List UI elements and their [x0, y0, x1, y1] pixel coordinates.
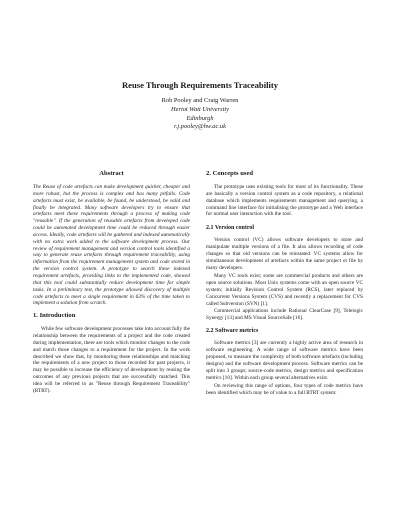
concepts-text: The prototype uses existing tools for most of its functionality. These are basically a version control system as a code repository, a relational database which implements requirements management and querying, a command line interface for initialising the prototype and a Web interface for normal user interaction with the tool. [206, 184, 363, 218]
abstract-text: The Reuse of code artefacts can make development quicker, cheaper and more robust, but the process is complex and has many pitfalls. Code artefacts must exist, be available, be found, be understood, be valid and finally be integrated. Many software developers try to ensure that artefacts meet these requirements through a process of making code "reusable". If the generation of reusable artefacts from developed code could be automated development time could be reduced through easier access. Ideally, code artefacts will be gathered and indexed automatically with no extra work added to the software development process. Our review of requirement management and version control tools identified a way to generate reuse artefacts through requirement traceability, using information from the requirement management system and code stored in the version control system. A prototype to search these indexed requirement artefacts, providing links to the implemented code, showed that this tool could substantially reduce development time for simple tasks. In a preliminary test, the prototype allowed discovery of multiple code artefacts to meet a single requirement in 63% of the time taken to implement a solution from scratch. [33, 184, 190, 307]
software-metrics-paragraph-1: Software metrics [3] are currently a highly active area of research in software engineering. A wide range of software metrics have been proposed, to measure the complexity of both software artefacts (including designs) and the software development process. Software metrics can be split into 3 groups; source-code metrics, design metrics and specification metrics [10]. Within each group several alternatives exist. [206, 340, 363, 381]
concepts-heading: 2. Concepts used [206, 170, 254, 177]
introduction-text: While few software development processes take into account fully the relationship between the requirements of a project and the code created during implementation, there are tools which monitor changes to the code and match those changes to a requirement for the project. In the work described we show that, by monitoring these relationships and matching the requirements of a new project to those recorded for past projects, it may be possible to increase the efficiency of development by reusing the outcomes of any previous projects that are successfully matched. This idea will be referred to as "Reuse through Requirement Traceability" (RTRT). [33, 326, 190, 394]
paper-title: Reuse Through Requirements Traceability [121, 80, 279, 90]
author-affiliation: Heriot Watt University [171, 105, 229, 113]
author-city: Edinburgh [186, 114, 214, 122]
software-metrics-heading: 2.2 Software metrics [206, 328, 259, 335]
author-email: r.j.pooley@hw.ac.uk [174, 123, 226, 131]
version-control-paragraph-3: Commercial applications include Rational ClearCase [9], Telelogic Synergy [13] and MS Visual SourceSafe [16]. [206, 307, 363, 321]
left-column [33, 170, 190, 395]
version-control-paragraph-2: Many VC tools exist; some are commercial products and others are open source solutions. Most Unix systems come with an open source VC system; initially Revision Control System (RCS), later replaced by Concurrent Versions System (CVS) and recently a replacement for CVS called Subversion (SVN) [1]. [206, 273, 363, 307]
author-block [0, 97, 400, 132]
software-metrics-paragraph-2: On reviewing this range of options, four types of code metrics have been identified which may be of value to a full RTRT system: [206, 383, 363, 397]
right-column [206, 170, 363, 397]
abstract-heading: Abstract [99, 170, 124, 177]
version-control-paragraph-1: Version control (VC) allows software developers to store and manipulate multiple versions of a file. It also allows recording of code changes so that old versions can be reinstated. VC systems allow for simultaneous development of artefacts within the same project or file by many developers. [206, 237, 363, 271]
author-names: Rob Pooley and Craig Warren [161, 97, 239, 104]
introduction-heading: 1. Introduction [33, 312, 76, 320]
version-control-heading: 2.1 Version control [206, 225, 255, 232]
